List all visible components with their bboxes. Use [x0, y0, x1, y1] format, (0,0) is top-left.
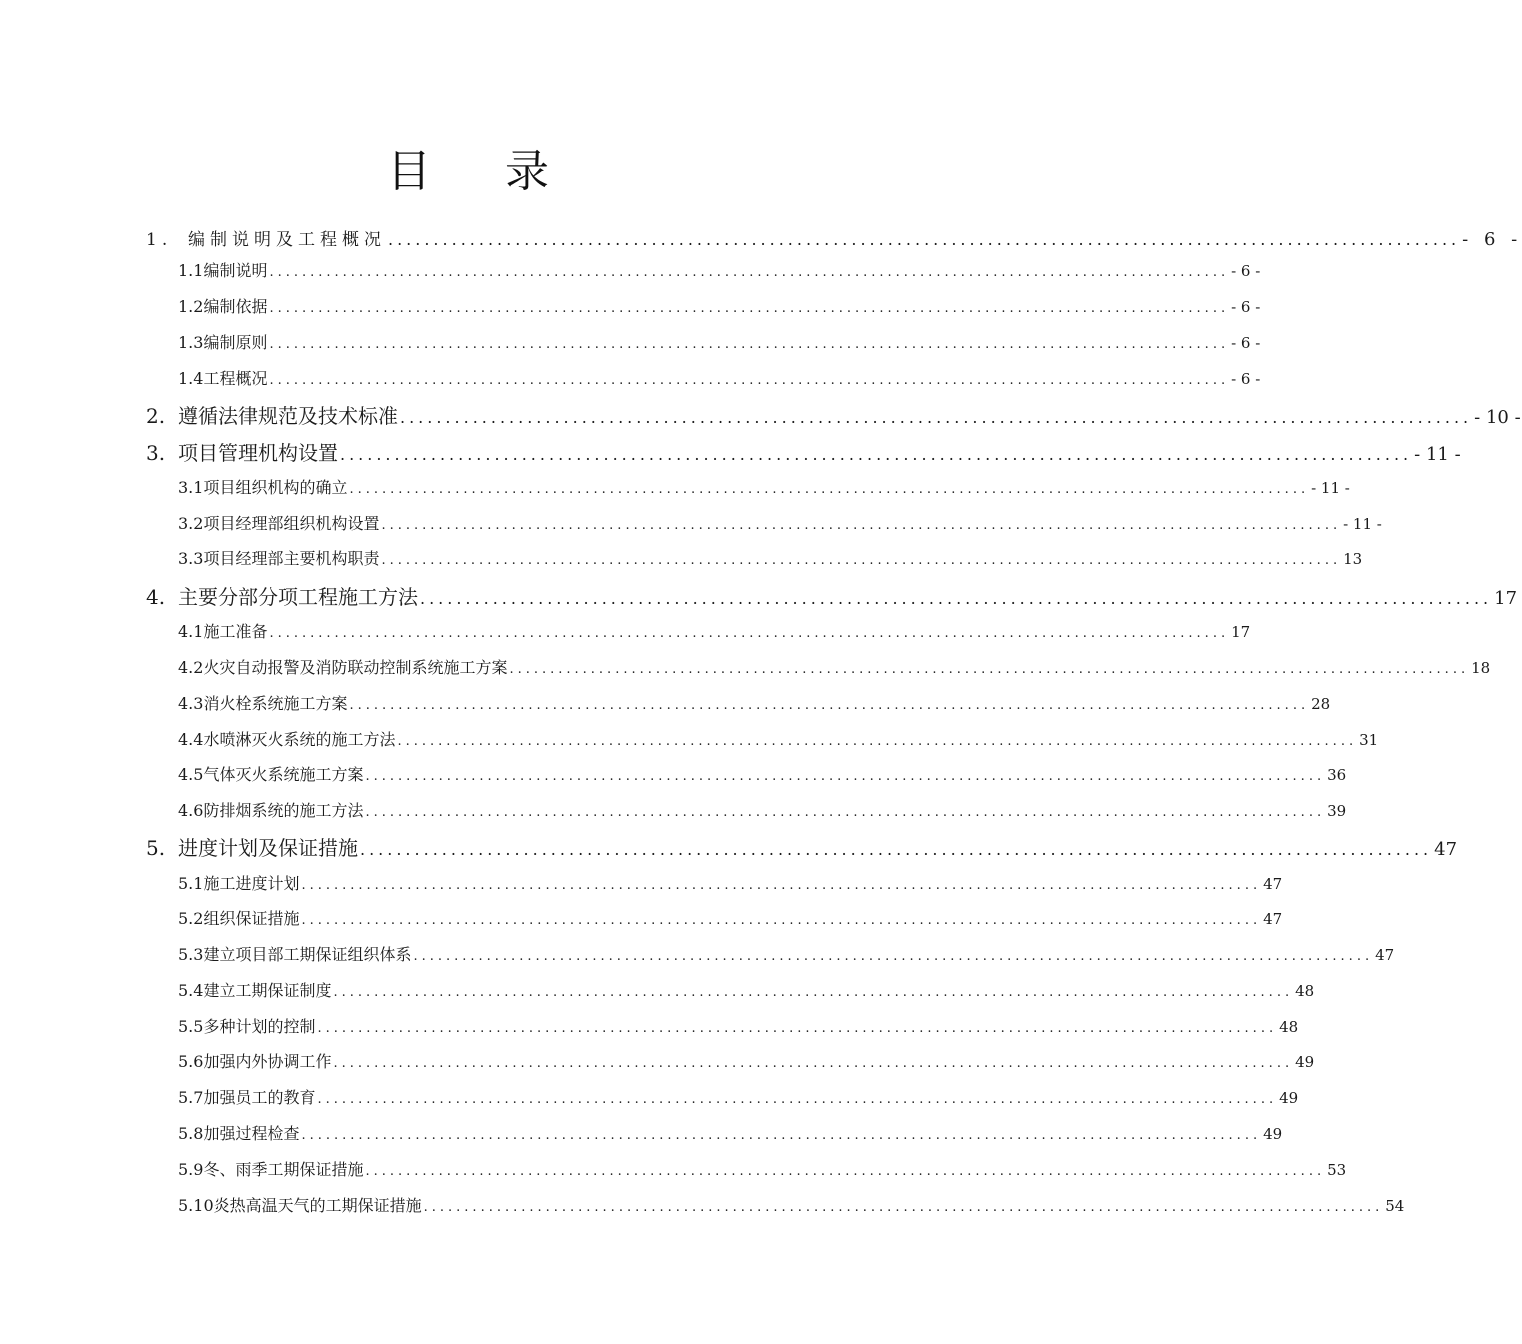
toc-entry-page: 48	[1279, 1018, 1299, 1036]
toc-entry-label: 项目管理机构设置	[178, 441, 338, 465]
dot-leader: ......................................................................................................................	[301, 913, 1262, 928]
dot-leader: ......................................................................................................................	[269, 626, 1230, 641]
toc-entry-label: 气体灭火系统施工方案	[203, 765, 364, 784]
toc-entry-3-1[interactable]	[178, 475, 1350, 498]
dot-leader: ......................................................................................................................	[400, 408, 1473, 427]
toc-entry-page: 49	[1279, 1089, 1299, 1107]
toc-entry-number: 3.3	[178, 549, 204, 568]
dot-leader: ......................................................................................................................	[381, 553, 1342, 568]
dot-leader: ......................................................................................................................	[381, 518, 1342, 533]
toc-entry-label: 加强过程检查	[203, 1124, 300, 1143]
dot-leader: ......................................................................................................................	[333, 985, 1294, 1000]
dot-leader: ......................................................................................................................	[269, 265, 1230, 280]
toc-entry-label: 消火栓系统施工方案	[203, 694, 348, 713]
dot-leader: ......................................................................................................................	[269, 337, 1230, 352]
toc-entry-number: 1.2	[178, 297, 204, 316]
dot-leader: ......................................................................................................................	[397, 734, 1358, 749]
dot-leader: ......................................................................................................................	[349, 482, 1310, 497]
dot-leader: ......................................................................................................................	[301, 878, 1262, 893]
dot-leader: ......................................................................................................................	[340, 445, 1413, 464]
toc-entry-number: 4.	[146, 585, 166, 609]
toc-entry-number: 5.5	[178, 1017, 204, 1036]
toc-entry-label: 火灾自动报警及消防联动控制系统施工方案	[203, 658, 508, 677]
dot-leader: ......................................................................................................................	[365, 769, 1326, 784]
toc-entry-1-4[interactable]	[178, 366, 1261, 389]
toc-entry-page: 47	[1263, 875, 1283, 893]
toc-entry-number: 4.4	[178, 730, 204, 749]
toc-entry-page: 48	[1295, 982, 1315, 1000]
toc-entry-page: 31	[1359, 731, 1379, 749]
toc-entry-number: 4.2	[178, 658, 204, 677]
toc-entry-number: 5.1	[178, 874, 204, 893]
toc-entry-3[interactable]	[146, 437, 1461, 466]
dot-leader: ......................................................................................................................	[317, 1021, 1278, 1036]
toc-entry-page: 54	[1385, 1197, 1405, 1215]
toc-entry-number: 4.5	[178, 765, 204, 784]
dot-leader: ......................................................................................................................	[388, 230, 1461, 249]
dot-leader: ......................................................................................................................	[301, 1128, 1262, 1143]
toc-entry-label: 炎热高温天气的工期保证措施	[213, 1196, 422, 1215]
toc-entry-5-10[interactable]	[178, 1193, 1405, 1216]
toc-entry-label: 加强员工的教育	[203, 1088, 316, 1107]
toc-entry-1-3[interactable]	[178, 330, 1261, 353]
toc-entry-page: - 6 -	[1231, 298, 1261, 316]
toc-entry-page: - 11 -	[1311, 479, 1350, 497]
toc-entry-page: 49	[1295, 1053, 1315, 1071]
dot-leader: ......................................................................................................................	[509, 662, 1470, 677]
toc-entry-5-4[interactable]	[178, 978, 1315, 1001]
toc-entry-label: 项目经理部主要机构职责	[203, 549, 380, 568]
toc-entry-5-5[interactable]	[178, 1014, 1299, 1037]
toc-entry-number: 5.8	[178, 1124, 204, 1143]
dot-leader: ......................................................................................................................	[365, 805, 1326, 820]
toc-entry-1-2[interactable]	[178, 294, 1261, 317]
toc-entry-page: 39	[1327, 802, 1347, 820]
toc-entry-1[interactable]	[146, 225, 1522, 250]
toc-entry-number: 5.6	[178, 1052, 204, 1071]
toc-entry-page: 17	[1231, 623, 1251, 641]
toc-entry-page: - 10 -	[1474, 407, 1521, 428]
toc-entry-page: 18	[1471, 659, 1491, 677]
toc-entry-5-9[interactable]	[178, 1157, 1347, 1180]
toc-entry-page: 47	[1375, 946, 1395, 964]
toc-entry-number: 3.	[146, 441, 166, 465]
dot-leader: ......................................................................................................................	[269, 301, 1230, 316]
toc-entry-page: 47	[1263, 910, 1283, 928]
dot-leader: ......................................................................................................................	[360, 840, 1433, 859]
toc-entry-label: 编制说明及工程概况	[188, 230, 386, 250]
toc-entry-4-6[interactable]	[178, 798, 1347, 821]
toc-entry-number: 5.9	[178, 1160, 204, 1179]
toc-entry-page: 47	[1434, 839, 1458, 860]
toc-entry-1-1[interactable]	[178, 258, 1261, 281]
dot-leader: ......................................................................................................................	[269, 373, 1230, 388]
toc-entry-5-2[interactable]	[178, 906, 1283, 929]
toc-entry-number: 1.3	[178, 333, 204, 352]
toc-entry-page: 36	[1327, 766, 1347, 784]
toc-entry-label: 项目经理部组织机构设置	[203, 514, 380, 533]
toc-entry-label: 加强内外协调工作	[203, 1052, 332, 1071]
toc-entry-page: - 11 -	[1414, 444, 1461, 465]
toc-entry-number: 5.3	[178, 945, 204, 964]
toc-entry-label: 项目组织机构的确立	[203, 478, 348, 497]
toc-entry-page: 13	[1343, 550, 1363, 568]
dot-leader: ......................................................................................................................	[317, 1092, 1278, 1107]
toc-entry-5-6[interactable]	[178, 1049, 1315, 1072]
toc-entry-label: 编制原则	[203, 333, 268, 352]
toc-entry-number: 5.7	[178, 1088, 204, 1107]
toc-entry-page: 28	[1311, 695, 1331, 713]
toc-entry-number: 4.1	[178, 622, 204, 641]
toc-entry-label: 组织保证措施	[203, 909, 300, 928]
toc-entry-number: 5.	[146, 836, 166, 860]
toc-entry-page: - 6 -	[1231, 334, 1261, 352]
toc-entry-page: - 6 -	[1231, 262, 1261, 280]
toc-entry-number: 3.2	[178, 514, 204, 533]
toc-entry-number: 5.10	[178, 1196, 214, 1215]
toc-entry-number: 4.6	[178, 801, 204, 820]
toc-entry-number: 1.1	[178, 261, 204, 280]
toc-entry-label: 施工准备	[203, 622, 268, 641]
toc-entry-page: 53	[1327, 1161, 1347, 1179]
toc-entry-label: 防排烟系统的施工方法	[203, 801, 364, 820]
toc-entry-label: 水喷淋灭火系统的施工方法	[203, 730, 396, 749]
toc-entry-4[interactable]	[146, 581, 1518, 610]
toc-entry-label: 遵循法律规范及技术标准	[178, 404, 398, 428]
toc-entry-5-8[interactable]	[178, 1121, 1283, 1144]
dot-leader: ......................................................................................................................	[413, 949, 1374, 964]
toc-entry-page: 17	[1494, 588, 1518, 609]
toc-entry-2[interactable]	[146, 400, 1521, 429]
toc-entry-label: 编制依据	[203, 297, 268, 316]
toc-entry-4-4[interactable]	[178, 727, 1379, 750]
page-title: 目 录	[387, 146, 579, 197]
toc-entry-number: 4.3	[178, 694, 204, 713]
toc-entry-3-3[interactable]	[178, 546, 1363, 569]
toc-entry-page: 49	[1263, 1125, 1283, 1143]
toc-entry-label: 进度计划及保证措施	[178, 836, 358, 860]
toc-entry-page: - 6 -	[1231, 370, 1261, 388]
toc-entry-5-3[interactable]	[178, 942, 1395, 965]
toc-entry-5-1[interactable]	[178, 871, 1283, 894]
dot-leader: ......................................................................................................................	[333, 1056, 1294, 1071]
toc-entry-number: 5.2	[178, 909, 204, 928]
toc-entry-label: 冬、雨季工期保证措施	[203, 1160, 364, 1179]
toc-entry-4-5[interactable]	[178, 762, 1347, 785]
toc-entry-number: 2.	[146, 404, 166, 428]
toc-entry-number: 3.1	[178, 478, 204, 497]
toc-entry-label: 主要分部分项工程施工方法	[178, 585, 418, 609]
toc-entry-number: 1.4	[178, 369, 204, 388]
toc-entry-label: 多种计划的控制	[203, 1017, 316, 1036]
toc-entry-4-1[interactable]	[178, 619, 1251, 642]
dot-leader: ......................................................................................................................	[365, 1164, 1326, 1179]
toc-entry-label: 建立工期保证制度	[203, 981, 332, 1000]
dot-leader: ......................................................................................................................	[349, 698, 1310, 713]
toc-entry-4-2[interactable]	[178, 655, 1491, 678]
toc-entry-label: 工程概况	[203, 369, 268, 388]
toc-entry-page: - 11 -	[1343, 515, 1382, 533]
toc-entry-label: 编制说明	[203, 261, 268, 280]
toc-entry-number: 1.	[146, 230, 173, 250]
toc-entry-4-3[interactable]	[178, 691, 1331, 714]
toc-entry-page: - 6 -	[1462, 229, 1522, 250]
dot-leader: ......................................................................................................................	[423, 1200, 1384, 1215]
toc-entry-label: 施工进度计划	[203, 874, 300, 893]
dot-leader: ......................................................................................................................	[420, 589, 1493, 608]
toc-entry-5[interactable]	[146, 832, 1458, 861]
toc-entry-5-7[interactable]	[178, 1085, 1299, 1108]
toc-entry-3-2[interactable]	[178, 511, 1382, 534]
toc-entry-number: 5.4	[178, 981, 204, 1000]
toc-entry-label: 建立项目部工期保证组织体系	[203, 945, 412, 964]
